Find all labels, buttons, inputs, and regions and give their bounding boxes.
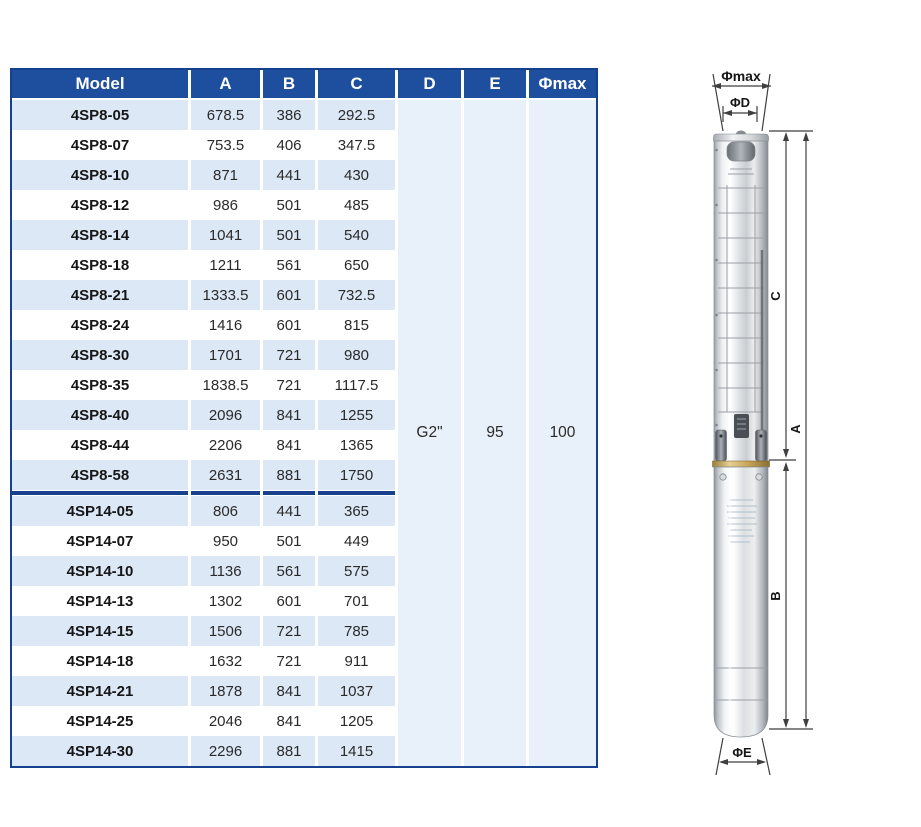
value-cell: 815 xyxy=(318,310,395,340)
model-cell: 4SP8-35 xyxy=(12,370,188,400)
merged-cell-phimax: 100 xyxy=(529,100,596,766)
value-cell: 1037 xyxy=(318,676,395,706)
b-label: B xyxy=(768,591,783,601)
pump-outlet xyxy=(727,142,755,161)
value-cell: 721 xyxy=(263,646,315,676)
model-cell: 4SP8-21 xyxy=(12,280,188,310)
model-cell: 4SP8-05 xyxy=(12,100,188,130)
value-cell: 1416 xyxy=(191,310,260,340)
model-cell: 4SP8-10 xyxy=(12,160,188,190)
value-cell: 540 xyxy=(318,220,395,250)
value-cell: 1205 xyxy=(318,706,395,736)
value-cell: 441 xyxy=(263,160,315,190)
value-cell: 2096 xyxy=(191,400,260,430)
pump-coupling-ring xyxy=(713,461,770,467)
value-cell: 2631 xyxy=(191,460,260,490)
model-cell: 4SP8-24 xyxy=(12,310,188,340)
value-cell: 950 xyxy=(191,526,260,556)
value-cell: 732.5 xyxy=(318,280,395,310)
clamp-bolt-left xyxy=(719,434,722,437)
dim-phie xyxy=(716,738,770,775)
value-cell: 347.5 xyxy=(318,130,395,160)
value-cell: 721 xyxy=(263,370,315,400)
value-cell: 501 xyxy=(263,190,315,220)
header-b: B xyxy=(263,70,315,100)
phid-label: ΦD xyxy=(729,95,751,110)
value-cell: 2296 xyxy=(191,736,260,766)
value-cell: 365 xyxy=(318,496,395,526)
value-cell: 1701 xyxy=(191,340,260,370)
value-cell: 501 xyxy=(263,526,315,556)
value-cell: 1117.5 xyxy=(318,370,395,400)
header-phimax: Φmax xyxy=(529,70,596,100)
model-cell: 4SP14-30 xyxy=(12,736,188,766)
value-cell: 1302 xyxy=(191,586,260,616)
value-cell: 678.5 xyxy=(191,100,260,130)
value-cell: 292.5 xyxy=(318,100,395,130)
model-cell: 4SP14-13 xyxy=(12,586,188,616)
model-cell: 4SP14-15 xyxy=(12,616,188,646)
pump-control-box xyxy=(734,414,749,438)
merged-cell-d: G2" xyxy=(398,100,461,766)
value-cell: 386 xyxy=(263,100,315,130)
model-cell: 4SP14-25 xyxy=(12,706,188,736)
value-cell: 1041 xyxy=(191,220,260,250)
value-cell: 449 xyxy=(318,526,395,556)
pump-illustration xyxy=(713,131,770,738)
model-cell: 4SP8-58 xyxy=(12,460,188,490)
value-cell: 601 xyxy=(263,280,315,310)
model-cell: 4SP14-10 xyxy=(12,556,188,586)
value-cell: 1750 xyxy=(318,460,395,490)
model-cell: 4SP14-18 xyxy=(12,646,188,676)
model-cell: 4SP14-21 xyxy=(12,676,188,706)
value-cell: 2206 xyxy=(191,430,260,460)
clamp-bolt-right xyxy=(759,434,762,437)
pump-body-upper xyxy=(714,141,768,462)
value-cell: 1255 xyxy=(318,400,395,430)
header-e: E xyxy=(464,70,526,100)
value-cell: 561 xyxy=(263,556,315,586)
model-cell: 4SP14-05 xyxy=(12,496,188,526)
model-cell: 4SP8-30 xyxy=(12,340,188,370)
value-cell: 561 xyxy=(263,250,315,280)
c-label: C xyxy=(768,291,783,301)
value-cell: 806 xyxy=(191,496,260,526)
value-cell: 721 xyxy=(263,340,315,370)
value-cell: 1211 xyxy=(191,250,260,280)
value-cell: 753.5 xyxy=(191,130,260,160)
value-cell: 406 xyxy=(263,130,315,160)
dim-b xyxy=(768,462,789,728)
model-cell: 4SP8-14 xyxy=(12,220,188,250)
value-cell: 911 xyxy=(318,646,395,676)
value-cell: 1365 xyxy=(318,430,395,460)
value-cell: 1838.5 xyxy=(191,370,260,400)
pump-diagram xyxy=(683,55,831,783)
value-cell: 1506 xyxy=(191,616,260,646)
value-cell: 980 xyxy=(318,340,395,370)
motor-screw-left xyxy=(720,474,726,480)
model-cell: 4SP8-44 xyxy=(12,430,188,460)
value-cell: 881 xyxy=(263,736,315,766)
value-cell: 430 xyxy=(318,160,395,190)
value-cell: 1878 xyxy=(191,676,260,706)
value-cell: 650 xyxy=(318,250,395,280)
header-d: D xyxy=(398,70,461,100)
merged-cell-e: 95 xyxy=(464,100,526,766)
header-a: A xyxy=(191,70,260,100)
header-model: Model xyxy=(12,70,188,100)
value-cell: 785 xyxy=(318,616,395,646)
dim-c xyxy=(768,132,789,458)
value-cell: 1415 xyxy=(318,736,395,766)
model-cell: 4SP14-07 xyxy=(12,526,188,556)
value-cell: 986 xyxy=(191,190,260,220)
dim-a xyxy=(788,132,809,728)
model-cell: 4SP8-40 xyxy=(12,400,188,430)
motor-screw-right xyxy=(756,474,762,480)
value-cell: 871 xyxy=(191,160,260,190)
value-cell: 601 xyxy=(263,586,315,616)
value-cell: 841 xyxy=(263,676,315,706)
value-cell: 485 xyxy=(318,190,395,220)
dim-phid xyxy=(723,95,757,122)
value-cell: 501 xyxy=(263,220,315,250)
a-label: A xyxy=(788,424,803,434)
value-cell: 601 xyxy=(263,310,315,340)
phimax-label: Φmax xyxy=(721,68,761,84)
value-cell: 575 xyxy=(318,556,395,586)
value-cell: 841 xyxy=(263,430,315,460)
value-cell: 881 xyxy=(263,460,315,490)
value-cell: 1632 xyxy=(191,646,260,676)
value-cell: 441 xyxy=(263,496,315,526)
value-cell: 701 xyxy=(318,586,395,616)
pump-motor-body xyxy=(714,467,768,737)
model-cell: 4SP8-18 xyxy=(12,250,188,280)
spec-table xyxy=(10,68,598,768)
value-cell: 1136 xyxy=(191,556,260,586)
model-cell: 4SP8-07 xyxy=(12,130,188,160)
value-cell: 841 xyxy=(263,400,315,430)
phie-label: ΦE xyxy=(732,745,752,760)
value-cell: 841 xyxy=(263,706,315,736)
value-cell: 721 xyxy=(263,616,315,646)
value-cell: 1333.5 xyxy=(191,280,260,310)
header-c: C xyxy=(318,70,395,100)
model-cell: 4SP8-12 xyxy=(12,190,188,220)
value-cell: 2046 xyxy=(191,706,260,736)
